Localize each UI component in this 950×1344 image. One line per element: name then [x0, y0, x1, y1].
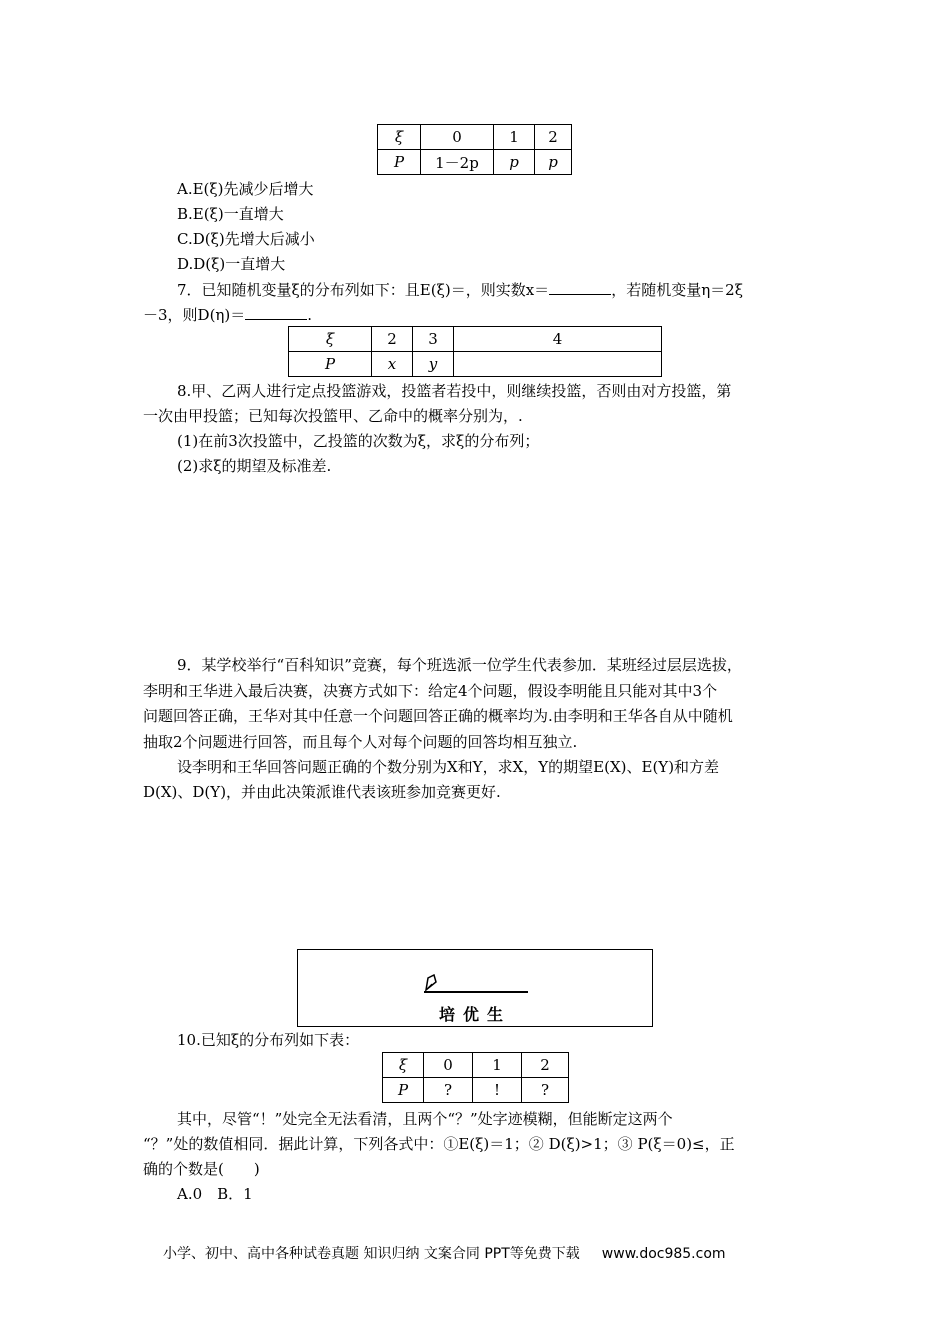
section-title: 培优生	[438, 1005, 511, 1024]
table2-header-xi: ξ	[289, 327, 372, 352]
q6-option-c: C.D(ξ)先增大后减小	[177, 230, 315, 248]
q6-option-b: B.E(ξ)一直增大	[177, 205, 284, 223]
q9-line-5: 设李明和王华回答问题正确的个数分别为X和Y，求X，Y的期望E(X)、E(Y)和方差	[177, 758, 720, 776]
table2-cell: 2	[372, 327, 413, 352]
q7-text-d: .	[307, 306, 313, 324]
footer-url[interactable]: www.doc985.com	[601, 1246, 726, 1262]
table2-cell: 3	[413, 327, 454, 352]
table1-cell: 1	[494, 125, 535, 150]
q9-line-1: 9．某学校举行“百科知识”竞赛，每个班选派一位学生代表参加．某班经过层层选拔，	[177, 656, 742, 674]
table3-cell: ?	[522, 1078, 569, 1103]
q10-options: A.0 B．1	[177, 1185, 253, 1203]
table1-header-xi: ξ	[378, 125, 421, 150]
table1-cell: p	[535, 150, 572, 175]
pencil-icon	[424, 974, 440, 992]
q8-part-2: (2)求ξ的期望及标准差.	[177, 457, 332, 475]
section-underline	[424, 991, 528, 993]
q7-text-a: 7．已知随机变量ξ的分布列如下：且E(ξ)＝，则实数x＝	[177, 281, 550, 299]
q8-line-1: 8.甲、乙两人进行定点投篮游戏，投篮者若投中，则继续投篮，否则由对方投篮，第	[177, 382, 732, 400]
q10-line-1: 其中，尽管“！”处完全无法看清，且两个“？”处字迹模糊，但能断定这两个	[177, 1110, 673, 1128]
q9-line-6: D(X)、D(Y)，并由此决策派谁代表该班参加竞赛更好.	[143, 783, 501, 801]
table3-cell: 1	[473, 1053, 522, 1078]
q6-option-d: D.D(ξ)一直增大	[177, 255, 286, 273]
q8-part-1: (1)在前3次投篮中，乙投篮的次数为ξ，求ξ的分布列；	[177, 432, 540, 450]
table1-cell: 0	[421, 125, 494, 150]
q10-intro: 10.已知ξ的分布列如下表：	[177, 1031, 360, 1049]
section-header-box	[297, 949, 653, 1027]
q10-line-2: “？”处的数值相同．据此计算，下列各式中：①E(ξ)＝1；② D(ξ)>1；③ P(ξ＝0)≤，正	[143, 1135, 735, 1153]
distribution-table-1	[377, 124, 572, 175]
q9-line-2: 李明和王华进入最后决赛，决赛方式如下：给定4个问题，假设李明能且只能对其中3个	[143, 682, 718, 700]
q7-line-1	[177, 280, 743, 300]
distribution-table-2	[288, 326, 662, 377]
q7-text-c: －3，则D(η)＝	[143, 306, 246, 324]
q7-answer-blank-x	[549, 280, 611, 295]
table3-cell: 0	[424, 1053, 473, 1078]
table3-header-p: P	[383, 1078, 424, 1103]
page-footer	[163, 1243, 726, 1263]
q7-text-b: ，若随机变量η＝2ξ	[611, 281, 743, 299]
distribution-table-3	[382, 1052, 569, 1103]
table1-cell: p	[494, 150, 535, 175]
table3-cell: ?	[424, 1078, 473, 1103]
table3-cell: 2	[522, 1053, 569, 1078]
footer-text: 小学、初中、高中各种试卷真题 知识归纳 文案合同 PPT等免费下载	[163, 1246, 580, 1262]
q6-option-a: A.E(ξ)先减少后增大	[177, 180, 314, 198]
q8-line-2: 一次由甲投篮；已知每次投篮甲、乙命中的概率分别为，.	[143, 407, 523, 425]
table2-cell: y	[413, 352, 454, 377]
q10-line-3: 确的个数是( )	[143, 1160, 260, 1178]
table3-cell: !	[473, 1078, 522, 1103]
table2-cell	[454, 352, 662, 377]
table2-cell: 4	[454, 327, 662, 352]
q7-line-2	[143, 305, 312, 325]
q9-line-3: 问题回答正确，王华对其中任意一个问题回答正确的概率均为.由李明和王华各自从中随机	[143, 707, 733, 725]
q7-answer-blank-d	[245, 305, 307, 320]
table2-header-p: P	[289, 352, 372, 377]
table1-cell: 2	[535, 125, 572, 150]
table2-cell: x	[372, 352, 413, 377]
table1-header-p: P	[378, 150, 421, 175]
q9-line-4: 抽取2个问题进行回答，而且每个人对每个问题的回答均相互独立.	[143, 733, 578, 751]
table3-header-xi: ξ	[383, 1053, 424, 1078]
table1-cell: 1－2p	[421, 150, 494, 175]
